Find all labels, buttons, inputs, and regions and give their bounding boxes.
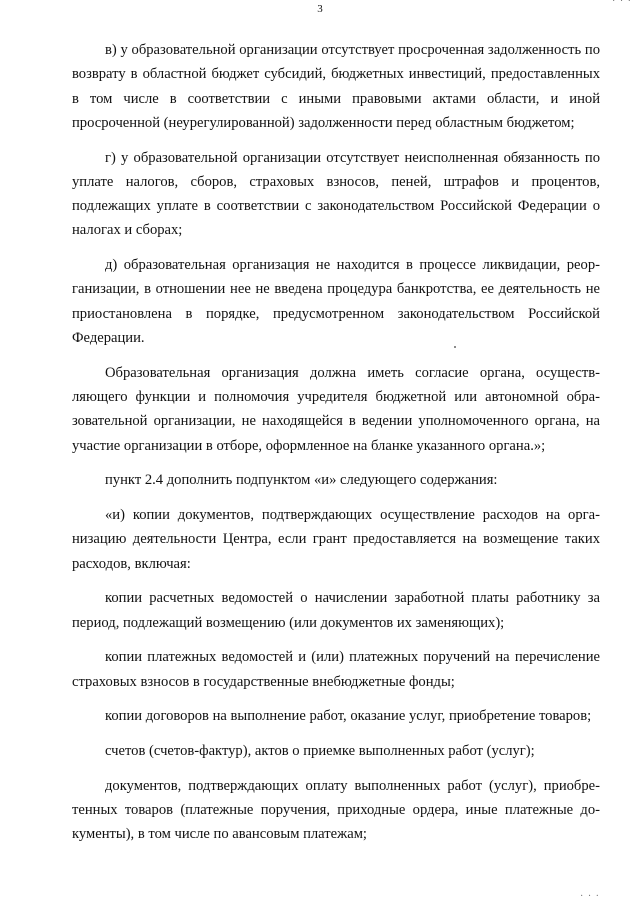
paragraph-payment-documents: документов, подтверждающих оплату выполненных работ (услуг), приобретенных товаров (платежные поручения, приходные ордера, иные платежные документы), в том числе по авансовым платежам; <box>72 777 600 843</box>
page-number: 3 <box>317 3 323 15</box>
scan-artifact-mark: · · · <box>612 0 632 7</box>
paragraph-item-g: г) у образовательной организации отсутствует неисполненная обязанность по уплате налогов, сборов, страховых взносов, пеней, штрафов и процентов, подлежащих уплате в соответствии с законодательством Российской Федерации о налогах и сборах; <box>72 149 600 239</box>
document-body <box>72 38 600 847</box>
paragraph-item-d: д) образовательная организация не находится в процессе ликвидации, реорганизации, в отношении нее не введена процедура банкротства, ее деятельность не приостановлена в порядке, предусмотренном законодательством Российской Федерации. <box>72 257 600 347</box>
paragraph-item-v: в) у образовательной организации отсутствует просроченная задолженность по возврату в областной бюджет субсидий, бюджетных инвестиций, предоставленных в том числе в соответствии с иными правовыми актами области, и иной просроченной (неурегулированной) задолженности перед областным бюджетом; <box>72 42 600 131</box>
paragraph-payment-copies: копии платежных ведомостей и (или) платежных поручений на перечисление страховых взносов в государственные внебюджетные фонды; <box>72 649 600 690</box>
paragraph-payroll-copies: копии расчетных ведомостей о начислении заработной платы работнику за период, подлежащий возмещению (или документов их заменяющих); <box>72 590 600 631</box>
paragraph-amendment-2-4: пункт 2.4 дополнить подпунктом «и» следующего содержания: <box>105 472 498 489</box>
paragraph-contract-copies: копии договоров на выполнение работ, оказание услуг, приобретение товаров; <box>105 708 592 725</box>
scan-artifact-mark: · · · <box>580 891 600 902</box>
paragraph-item-i: «и) копии документов, подтверждающих осуществление расходов на организацию деятельности Центра, если грант предоставляется на возмещение таких расходов, включая: <box>72 507 600 572</box>
paragraph-invoices: счетов (счетов-фактур), актов о приемке выполненных работ (услуг); <box>105 742 535 759</box>
paragraph-consent-requirement: Образовательная организация должна иметь согласие органа, осуществляющего функции и полномочия учредителя бюджетной или автономной образовательной организации, не находящейся в ведении уполномоченного органа, на участие организации в отборе, оформленное на бланке указанного органа.»; <box>72 364 600 454</box>
scan-artifact-dot <box>454 346 456 348</box>
